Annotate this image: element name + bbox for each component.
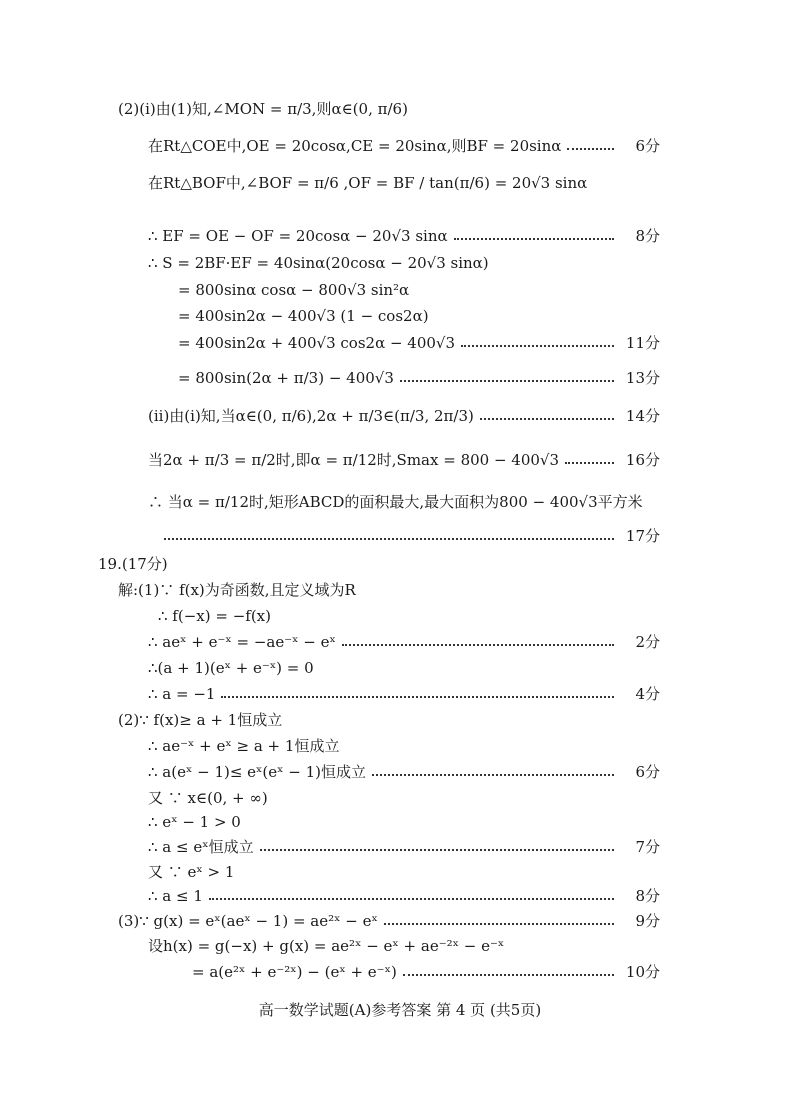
score-7: 7分 [635, 838, 660, 856]
dot-leader [342, 644, 614, 646]
q19-part1-factor: ∴(a + 1)(eˣ + e⁻ˣ) = 0 [148, 659, 314, 677]
dot-leader [372, 774, 614, 776]
score-11: 11分 [625, 334, 660, 352]
score-13: 13分 [625, 369, 660, 387]
dot-leader [164, 538, 614, 540]
solution-s-step4: = 800sin(2α + π/3) − 400√3 [178, 369, 394, 387]
q19-part3-h: 设h(x) = g(−x) + g(x) = ae²ˣ − eˣ + ae⁻²ˣ − e⁻ˣ [148, 937, 505, 955]
score-10: 10分 [625, 963, 660, 981]
score-9: 9分 [635, 912, 660, 930]
q19-part3-h-simplified: = a(e²ˣ + e⁻²ˣ) − (eˣ + e⁻ˣ) [192, 963, 397, 981]
solution-2ii-max: 当2α + π/3 = π/2时,即α = π/12时,Smax = 800 − 400√3 [148, 451, 560, 469]
q19-part1-odd: ∴ f(−x) = −f(x) [158, 607, 271, 625]
score-8-a: 8分 [635, 227, 660, 245]
q19-part2-result: ∴ a ≤ 1 [148, 887, 203, 905]
q19-part2-bound: ∴ a ≤ eˣ恒成立 [148, 838, 254, 856]
score-17: 17分 [625, 527, 660, 545]
solution-2ii-range: (ii)由(i)知,当α∈(0, π/6),2α + π/3∈(π/3, 2π/3) [148, 407, 474, 425]
score-8-b: 8分 [635, 887, 660, 905]
solution-s-def: ∴ S = 2BF·EF = 40sinα(20cosα − 20√3 sinα) [148, 254, 489, 272]
dot-leader [565, 462, 614, 464]
solution-2ii-conclusion: ∴ 当α = π/12时,矩形ABCD的面积最大,最大面积为800 − 400√3平方米 [148, 493, 643, 511]
score-4: 4分 [635, 685, 660, 703]
dot-leader [221, 696, 614, 698]
question-19-header: 19.(17分) [98, 555, 168, 573]
q19-part2-premise: (2)∵ f(x)≥ a + 1恒成立 [118, 711, 283, 729]
solution-rt-coe: 在Rt△COE中,OE = 20cosα,CE = 20sinα,则BF = 20sinα [148, 137, 562, 155]
q19-part2-step2: ∴ a(eˣ − 1)≤ eˣ(eˣ − 1)恒成立 [148, 763, 366, 781]
dot-leader [384, 923, 614, 925]
solution-2i-given: (2)(i)由(1)知,∠MON = π/3,则α∈(0, π/6) [118, 100, 408, 118]
score-6-b: 6分 [635, 763, 660, 781]
score-6-a: 6分 [635, 137, 660, 155]
dot-leader [567, 148, 614, 150]
q19-part2-ex: 又 ∵ eˣ > 1 [148, 863, 235, 881]
q19-part2-positive: ∴ eˣ − 1 > 0 [148, 813, 241, 831]
q19-part3-g: (3)∵ g(x) = eˣ(aeˣ − 1) = ae²ˣ − eˣ [118, 912, 378, 930]
dot-leader [403, 974, 614, 976]
dot-leader [209, 898, 614, 900]
score-14: 14分 [625, 407, 660, 425]
q19-part2-domain: 又 ∵ x∈(0, + ∞) [148, 789, 268, 807]
score-16: 16分 [625, 451, 660, 469]
q19-part1-expand: ∴ aeˣ + e⁻ˣ = −ae⁻ˣ − eˣ [148, 633, 336, 651]
dot-leader [454, 238, 614, 240]
dot-leader [260, 849, 614, 851]
solution-s-step2: = 400sin2α − 400√3 (1 − cos2α) [178, 307, 429, 325]
q19-part1-result: ∴ a = −1 [148, 685, 216, 703]
dot-leader [400, 380, 614, 382]
solution-rt-bof: 在Rt△BOF中,∠BOF = π/6 ,OF = BF / tan(π/6) = 20√3 sinα [148, 174, 588, 192]
page-footer: 高一数学试题(A)参考答案 第 4 页 (共5页) [258, 1001, 542, 1019]
q19-part1-premise: 解:(1)∵ f(x)为奇函数,且定义域为R [118, 581, 356, 599]
solution-ef: ∴ EF = OE − OF = 20cosα − 20√3 sinα [148, 227, 448, 245]
score-2: 2分 [635, 633, 660, 651]
solution-s-step1: = 800sinα cosα − 800√3 sin²α [178, 281, 410, 299]
q19-part2-step1: ∴ ae⁻ˣ + eˣ ≥ a + 1恒成立 [148, 737, 340, 755]
dot-leader [480, 418, 614, 420]
solution-s-step3: = 400sin2α + 400√3 cos2α − 400√3 [178, 334, 456, 352]
dot-leader [461, 345, 614, 347]
